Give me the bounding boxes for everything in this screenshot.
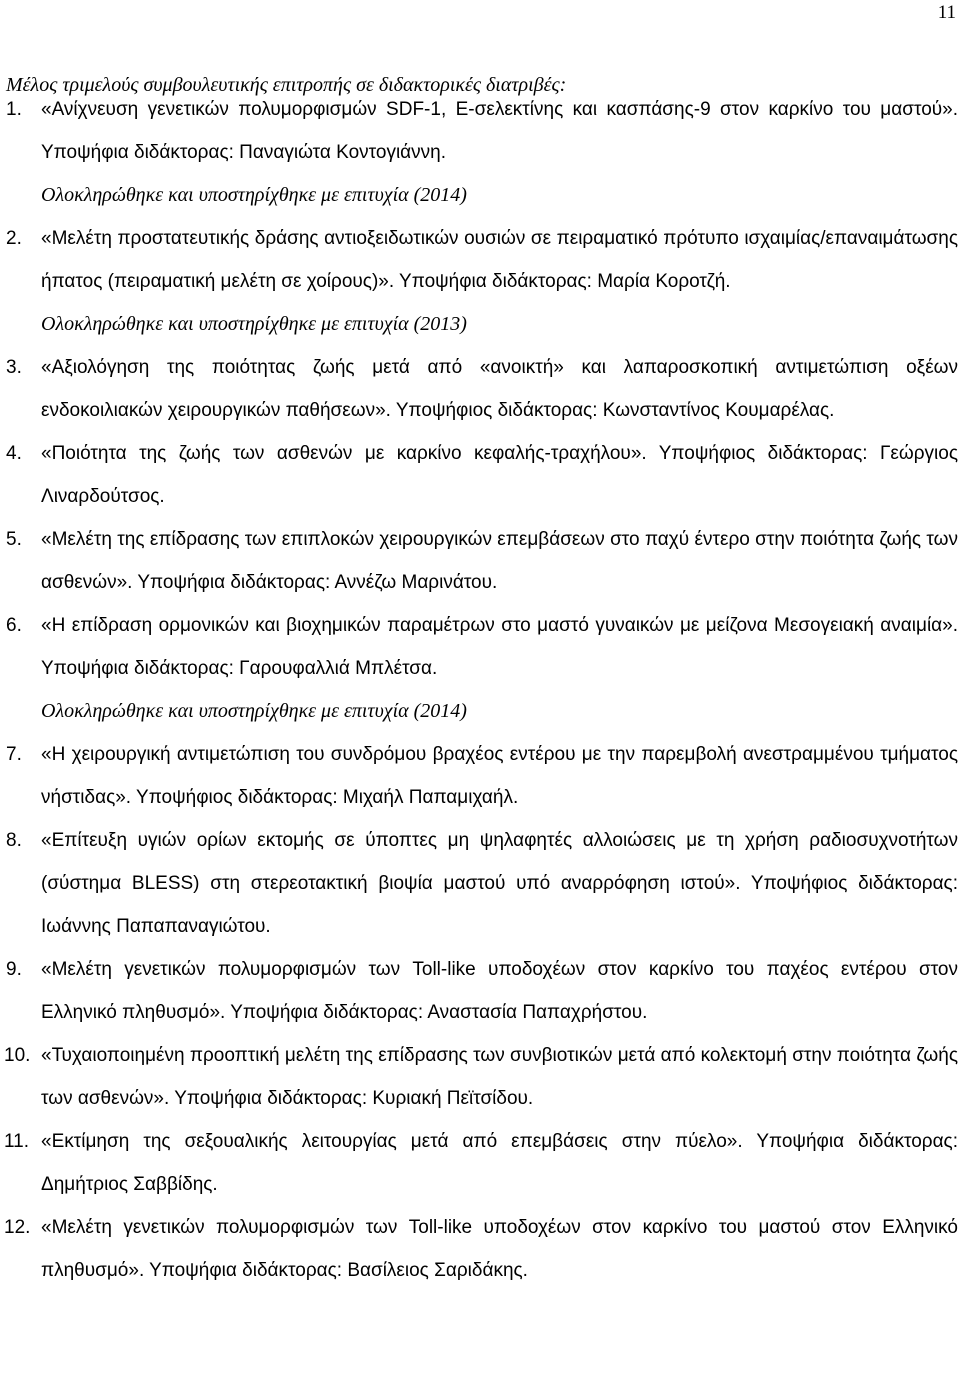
- page-number: 11: [937, 2, 956, 23]
- item-number: 7.: [6, 744, 22, 765]
- item-number: 4.: [6, 443, 22, 464]
- item-number: 10.: [4, 1045, 31, 1066]
- completion-note: Ολοκληρώθηκε και υποστηρίχθηκε με επιτυχία (2014): [41, 700, 467, 722]
- list-item: [6, 346, 958, 432]
- item-text: «Επίτευξη υγιών ορίων εκτομής σε ύποπτες μη ψηλαφητές αλλοιώσεις με τη χρήση ραδιοσυχνοτήτων (σύστημα BLESS) στη στερεοτακτική βιοψία μαστού υπό αναρρόφηση ιστού». Υποψήφιος διδάκτορας: Ιωάννης Παπαπαναγιώτου.: [41, 830, 958, 937]
- completion-note: Ολοκληρώθηκε και υποστηρίχθηκε με επιτυχία (2014): [41, 184, 467, 206]
- item-number: 3.: [6, 357, 22, 378]
- item-number: 6.: [6, 615, 22, 636]
- list-item: [6, 1034, 958, 1120]
- list-item: [6, 1120, 958, 1206]
- item-text: «Μελέτη γενετικών πολυμορφισμών των Toll-like υποδοχέων στον καρκίνο του μαστού στον Ελληνικό πληθυσμό». Υποψήφια διδάκτορας: Βασίλειος Σαριδάκης.: [41, 1217, 958, 1281]
- item-number: 2.: [6, 228, 22, 249]
- section-heading: Μέλος τριμελούς συμβουλευτικής επιτροπής σε διδακτορικές διατριβές:: [6, 74, 567, 96]
- item-number: 12.: [4, 1217, 31, 1238]
- item-number: 9.: [6, 959, 22, 980]
- list-item: [6, 819, 958, 948]
- dissertation-list: [6, 88, 958, 1292]
- item-text: «Αξιολόγηση της ποιότητας ζωής μετά από «ανοικτή» και λαπαροσκοπική αντιμετώπιση οξέων ενδοκοιλιακών χειρουργικών παθήσεων». Υποψήφιος διδάκτορας: Κωνσταντίνος Κουμαρέλας.: [41, 357, 958, 421]
- list-item: [6, 604, 958, 690]
- item-text: «Μελέτη προστατευτικής δράσης αντιοξειδωτικών ουσιών σε πειραματικό πρότυπο ισχαιμίας/επαναιμάτωσης ήπατος (πειραματική μελέτη σε χοίρους)». Υποψήφια διδάκτορας: Μαρία Κοροτζή.: [41, 228, 958, 292]
- list-item: [6, 948, 958, 1034]
- item-text: «Τυχαιοποιημένη προοπτική μελέτη της επίδρασης των συνβιοτικών μετά από κολεκτομή στην ποιότητα ζωής των ασθενών». Υποψήφια διδάκτορας: Κυριακή Πεϊτσίδου.: [41, 1045, 958, 1109]
- item-number: 8.: [6, 830, 22, 851]
- list-item: [6, 217, 958, 303]
- item-text: «Ποιότητα της ζωής των ασθενών με καρκίνο κεφαλής-τραχήλου». Υποψήφιος διδάκτορας: Γεώργιος Λιναρδούτσος.: [41, 443, 958, 507]
- list-item: [6, 518, 958, 604]
- item-number: 1.: [6, 99, 22, 120]
- list-item: [6, 733, 958, 819]
- item-text: «Ανίχνευση γενετικών πολυμορφισμών SDF-1, E-σελεκτίνης και κασπάσης-9 στον καρκίνο του μαστού». Υποψήφια διδάκτορας: Παναγιώτα Κοντογιάννη.: [41, 99, 958, 163]
- item-text: «Μελέτη γενετικών πολυμορφισμών των Toll-like υποδοχέων στον καρκίνο του παχέος εντέρου στον Ελληνικό πληθυσμό». Υποψήφια διδάκτορας: Αναστασία Παπαχρήστου.: [41, 959, 958, 1023]
- item-text: «Η χειρουργική αντιμετώπιση του συνδρόμου βραχέος εντέρου με την παρεμβολή ανεστραμμένου τμήματος νήστιδας». Υποψήφιος διδάκτορας: Μιχαήλ Παπαμιχαήλ.: [41, 744, 958, 808]
- list-item: [6, 1206, 958, 1292]
- list-item: [6, 88, 958, 174]
- completion-note: Ολοκληρώθηκε και υποστηρίχθηκε με επιτυχία (2013): [41, 313, 467, 335]
- item-text: «Εκτίμηση της σεξουαλικής λειτουργίας μετά από επεμβάσεις στην πύελο». Υποψήφια διδάκτορας: Δημήτριος Σαββίδης.: [41, 1131, 958, 1195]
- item-number: 5.: [6, 529, 22, 550]
- list-item: [6, 432, 958, 518]
- item-text: «Μελέτη της επίδρασης των επιπλοκών χειρουργικών επεμβάσεων στο παχύ έντερο στην ποιότητα ζωής των ασθενών». Υποψήφια διδάκτορας: Αννέζω Μαρινάτου.: [41, 529, 958, 593]
- item-number: 11.: [4, 1131, 30, 1152]
- item-text: «Η επίδραση ορμονικών και βιοχημικών παραμέτρων στο μαστό γυναικών με μείζονα Μεσογειακή αναιμία». Υποψήφια διδάκτορας: Γαρουφαλλιά Μπλέτσα.: [41, 615, 958, 679]
